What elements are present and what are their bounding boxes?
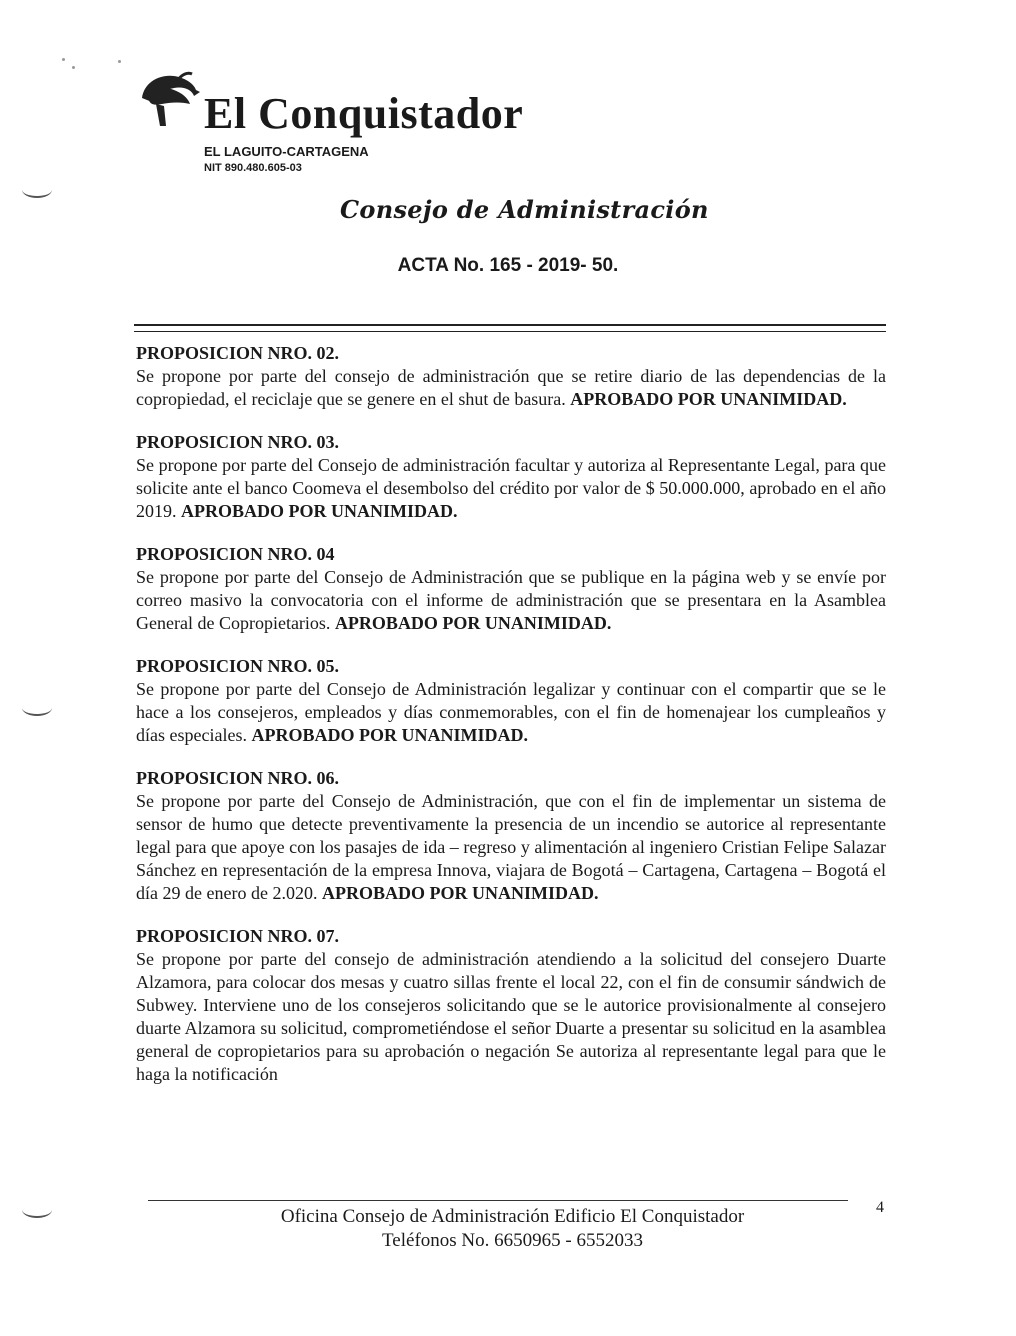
page-number: 4 <box>876 1199 884 1216</box>
proposition-03 <box>136 431 886 523</box>
department-title: Consejo de Administración <box>340 195 709 224</box>
footer-office: Oficina Consejo de Administración Edificio El Conquistador <box>280 1206 745 1227</box>
brand-name: El Conquistador <box>204 89 524 138</box>
proposition-result: APROBADO POR UNANIMIDAD. <box>181 501 458 521</box>
conquistador-helmet-icon <box>138 68 202 132</box>
proposition-text: Se propone por parte del Consejo de Administración que se publique en la página web y se envíe por correo masivo la convocatoria con el informe de administración que se presentara en la Asamblea General de Copropietarios. <box>136 567 886 633</box>
brand-location: EL LAGUITO-CARTAGENA <box>204 144 369 159</box>
proposition-text: Se propone por parte del consejo de administración atendiendo a la solicitud del consejero Duarte Alzamora, para colocar dos mesas y cuatro sillas frente el local 22, con el fin de consumir sándwich de Subwey. Interviene uno de los consejeros solicitando que se le autorice provisionalmente al consejero duarte Alzamora su solicitud, comprometiéndose el señor Duarte a presentar su solicitud en la asamblea general de copropietarios para su aprobación o negación Se autoriza al representante legal para que le haga la notificación <box>136 949 886 1084</box>
brand-nit: NIT 890.480.605-03 <box>204 162 302 174</box>
binder-hole-mark <box>22 700 52 716</box>
proposition-title: PROPOSICION NRO. 02. <box>136 343 340 363</box>
binder-hole-mark <box>22 182 52 198</box>
scan-speck <box>118 60 121 63</box>
proposition-text: Se propone por parte del Consejo de administración facultar y autoriza al Representante Legal, para que solicite ante el banco Coomeva el desembolso del crédito por valor de $ 50.000.000, aprobado en el año 2019. <box>136 455 886 521</box>
header-divider <box>134 324 886 332</box>
proposition-title: PROPOSICION NRO. 03. <box>136 432 340 452</box>
proposition-result: APROBADO POR UNANIMIDAD. <box>321 883 599 903</box>
proposition-title: PROPOSICION NRO. 07. <box>136 926 340 946</box>
proposition-06 <box>136 767 886 905</box>
proposition-text: Se propone por parte del Consejo de Administración, que con el fin de implementar un sistema de sensor de humo que detecte preventivamente la presencia de un incendio se autorice al representante legal para que apoye con los pasajes de ida – regreso y alimentación al ingeniero Cristian Felipe Salazar Sánchez en representación de la empresa Innova, viajara de Bogotá – Cartagena, Cartagena – Bogotá el día 29 de enero de 2.020. <box>136 791 886 903</box>
proposition-text: Se propone por parte del Consejo de Administración legalizar y continuar con el compartir que se le hace a los consejeros, empleados y días conmemorables, con el fin de homenajear los cumpleaños y días especiales. <box>136 679 886 745</box>
scan-speck <box>62 58 65 61</box>
footer-phones: Teléfonos No. 6650965 - 6552033 <box>382 1230 643 1251</box>
proposition-result: APROBADO POR UNANIMIDAD. <box>251 725 528 745</box>
proposition-04 <box>136 543 886 635</box>
scan-speck <box>72 66 75 69</box>
proposition-07 <box>136 925 886 1086</box>
proposition-result: APROBADO POR UNANIMIDAD. <box>334 613 612 633</box>
footer-divider <box>148 1200 848 1201</box>
proposition-title: PROPOSICION NRO. 04 <box>136 544 335 564</box>
proposition-02 <box>136 342 886 411</box>
proposition-title: PROPOSICION NRO. 05. <box>136 656 340 676</box>
document-body <box>136 342 886 1106</box>
proposition-05 <box>136 655 886 747</box>
proposition-text: Se propone por parte del consejo de administración que se retire diario de las dependencias de la copropiedad, el reciclaje que se genere en el shut de basura. <box>136 366 886 409</box>
proposition-result: APROBADO POR UNANIMIDAD. <box>570 389 847 409</box>
proposition-title: PROPOSICION NRO. 06. <box>136 768 340 788</box>
acta-number: ACTA No. 165 - 2019- 50. <box>397 255 619 276</box>
